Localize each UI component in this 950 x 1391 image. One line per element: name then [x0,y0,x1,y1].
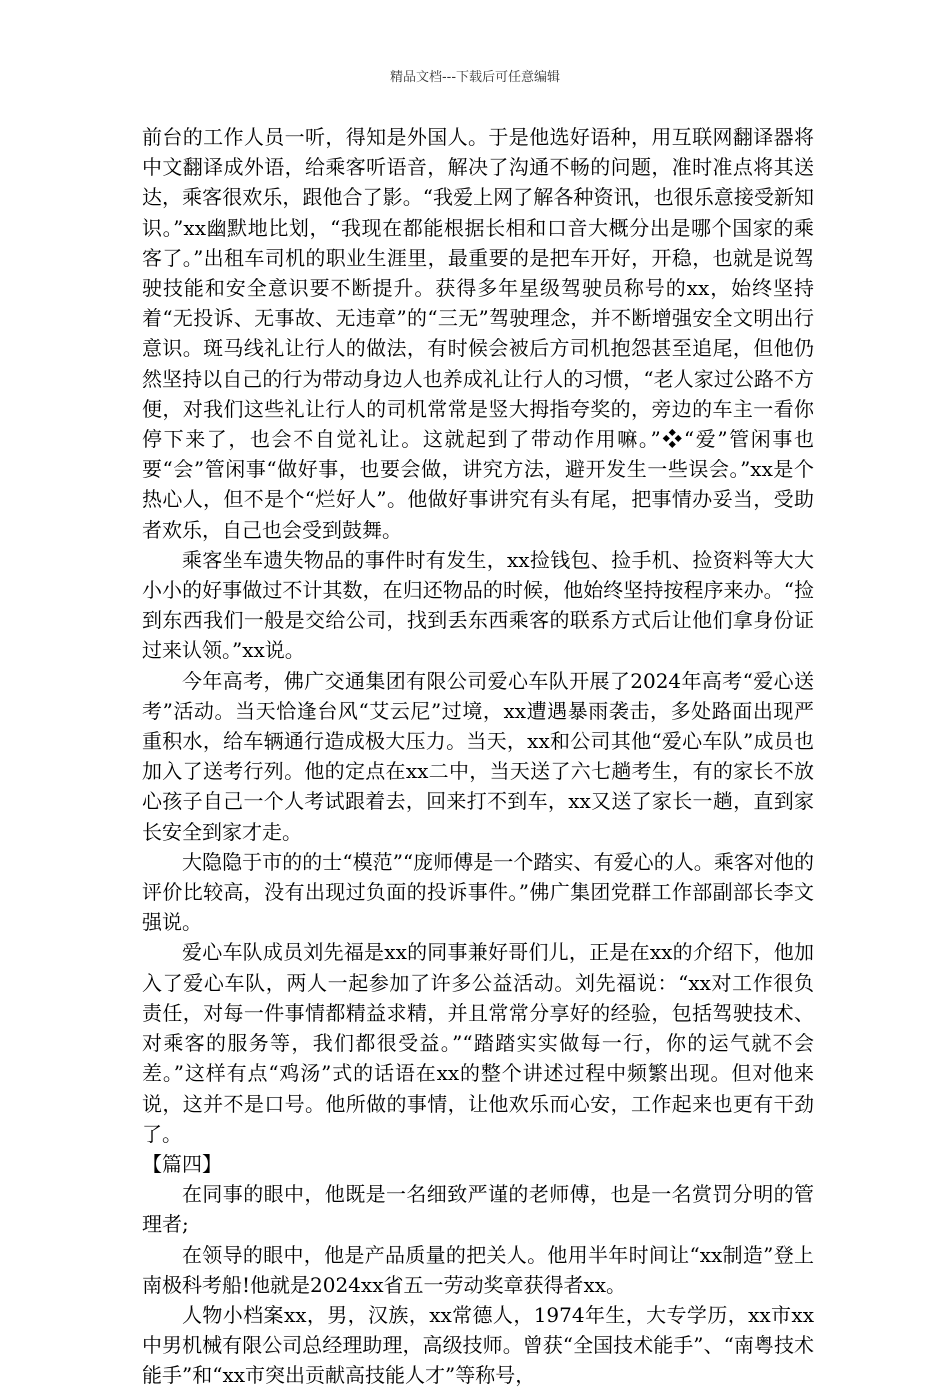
page-header: 精品文档---下载后可任意编辑 [389,70,561,85]
document-body [142,122,814,1391]
paragraph-7: 在领导的眼中，他是产品质量的把关人。他用半年时间让“xx制造”登上南极科考船!他就是2024xx省五一劳动奖章获得者xx。 [142,1242,814,1297]
paragraph-8: 人物小档案xx，男，汉族，xx常德人，1974年生，大专学历，xx市xx中男机械有限公司总经理助理，高级技师。曾获“全国技术能手”、“南粤技术能手”和“xx市突出贡献高技能人才”等称号， [142,1302,814,1388]
paragraph-5: 爱心车队成员刘先福是xx的同事兼好哥们儿，正是在xx的介绍下，他加入了爱心车队，两人一起参加了许多公益活动。刘先福说：“xx对工作很负责任，对每一件事情都精益求精，并且常常分享好的经验，包括驾驶技术、对乘客的服务等，我们都很受益。”“踏踏实实做每一行，你的运气就不会差。”这样有点“鸡汤”式的话语在xx的整个讲述过程中频繁出现。但对他来说，这并不是口号。他所做的事情，让他欢乐而心安，工作起来也更有干劲了。 [142,940,814,1146]
paragraph-2: 乘客坐车遗失物品的事件时有发生，xx捡钱包、捡手机、捡资料等大大小小的好事做过不计其数，在归还物品的时候，他始终坚持按程序来办。“捡到东西我们一般是交给公司，找到丢东西乘客的联系方式后让他们拿身份证过来认领。”xx说。 [142,547,814,663]
section-heading: 【篇四】 [142,1151,222,1176]
paragraph-3: 今年高考，佛广交通集团有限公司爱心车队开展了2024年高考“爱心送考”活动。当天恰逢台风“艾云尼”过境，xx遭遇暴雨袭击，多处路面出现严重积水，给车辆通行造成极大压力。当天，xx和公司其他“爱心车队”成员也加入了送考行列。他的定点在xx二中，当天送了六七趟考生，有的家长不放心孩子自己一个人考试跟着去，回来打不到车，xx又送了家长一趟，直到家长安全到家才走。 [142,668,814,844]
paragraph-6: 在同事的眼中，他既是一名细致严谨的老师傅，也是一名赏罚分明的管理者; [142,1182,814,1237]
paragraph-1: 前台的工作人员一听，得知是外国人。于是他选好语种，用互联网翻译器将中文翻译成外语，给乘客听语音，解决了沟通不畅的问题，准时准点将其送达，乘客很欢乐，跟他合了影。“我爱上网了解各种资讯，也很乐意接受新知识。”xx幽默地比划，“我现在都能根据长相和口音大概分出是哪个国家的乘客了。”出租车司机的职业生涯里，最重要的是把车开好，开稳，也就是说驾驶技能和安全意识要不断提升。获得多年星级驾驶员称号的xx，始终坚持着“无投诉、无事故、无违章”的“三无”驾驶理念，并不断增强安全文明出行意识。斑马线礼让行人的做法，有时候会被后方司机抱怨甚至追尾，但他仍然坚持以自己的行为带动身边人也养成礼让行人的习惯，“老人家过公路不方便，对我们这些礼让行人的司机常常是竖大拇指夸奖的，旁边的车主一看你停下来了，也会不自觉礼让。这就起到了带动作用嘛。”❖“爱”管闲事也要“会”管闲事“做好事，也要会做，讲究方法，避开发生一些误会。”xx是个热心人，但不是个“烂好人”。他做好事讲究有头有尾，把事情办妥当，受助者欢乐，自己也会受到鼓舞。 [142,125,814,542]
paragraph-4: 大隐隐于市的的士“模范”“庞师傅是一个踏实、有爱心的人。乘客对他的评价比较高，没有出现过负面的投诉事件。”佛广集团党群工作部副部长李文强说。 [142,849,814,935]
